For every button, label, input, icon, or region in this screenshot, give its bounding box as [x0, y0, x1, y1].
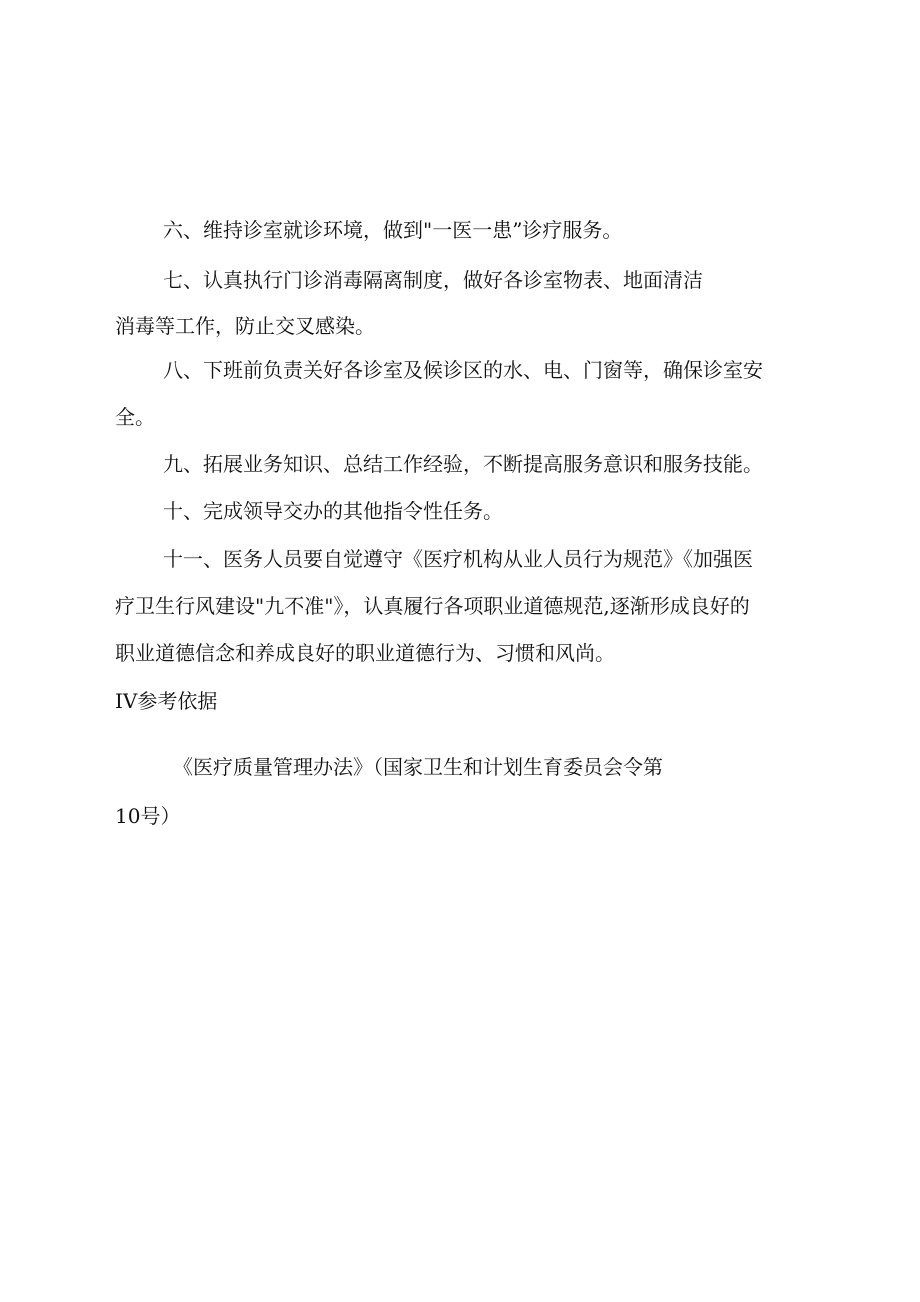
reference-line-1: 《医疗质量管理办法》（国家卫生和计划生育委员会令第 — [173, 755, 663, 779]
item-8-line-1: 八、下班前负责关好各诊室及候诊区的水、电、门窗等，确保诊室安 — [163, 358, 763, 382]
item-11-line-3: 职业道德信念和养成良好的职业道德行为、习惯和风尚。 — [115, 641, 615, 665]
section-heading-references: IV参考依据 — [115, 689, 218, 713]
item-11-line-1: 十一、医务人员要自觉遵守《医疗机构从业人员行为规范》《加强医 — [163, 547, 753, 571]
item-7-line-2: 消毒等工作，防止交叉感染。 — [115, 314, 375, 338]
item-9-line-1: 九、拓展业务知识、总结工作经验，不断提高服务意识和服务技能。 — [163, 452, 763, 476]
item-6-line-1: 六、维持诊室就诊环境，做到"一医一患”诊疗服务。 — [163, 218, 623, 242]
item-7-line-1: 七、认真执行门诊消毒隔离制度，做好各诊室物表、地面清洁 — [163, 268, 703, 292]
reference-line-2: 10号） — [115, 804, 181, 828]
item-11-line-2: 疗卫生行风建设"九不准"》，认真履行各项职业道德规范,逐渐形成良好的 — [115, 594, 750, 618]
item-8-line-2: 全。 — [115, 405, 155, 429]
item-10-line-1: 十、完成领导交办的其他指令性任务。 — [163, 499, 503, 523]
